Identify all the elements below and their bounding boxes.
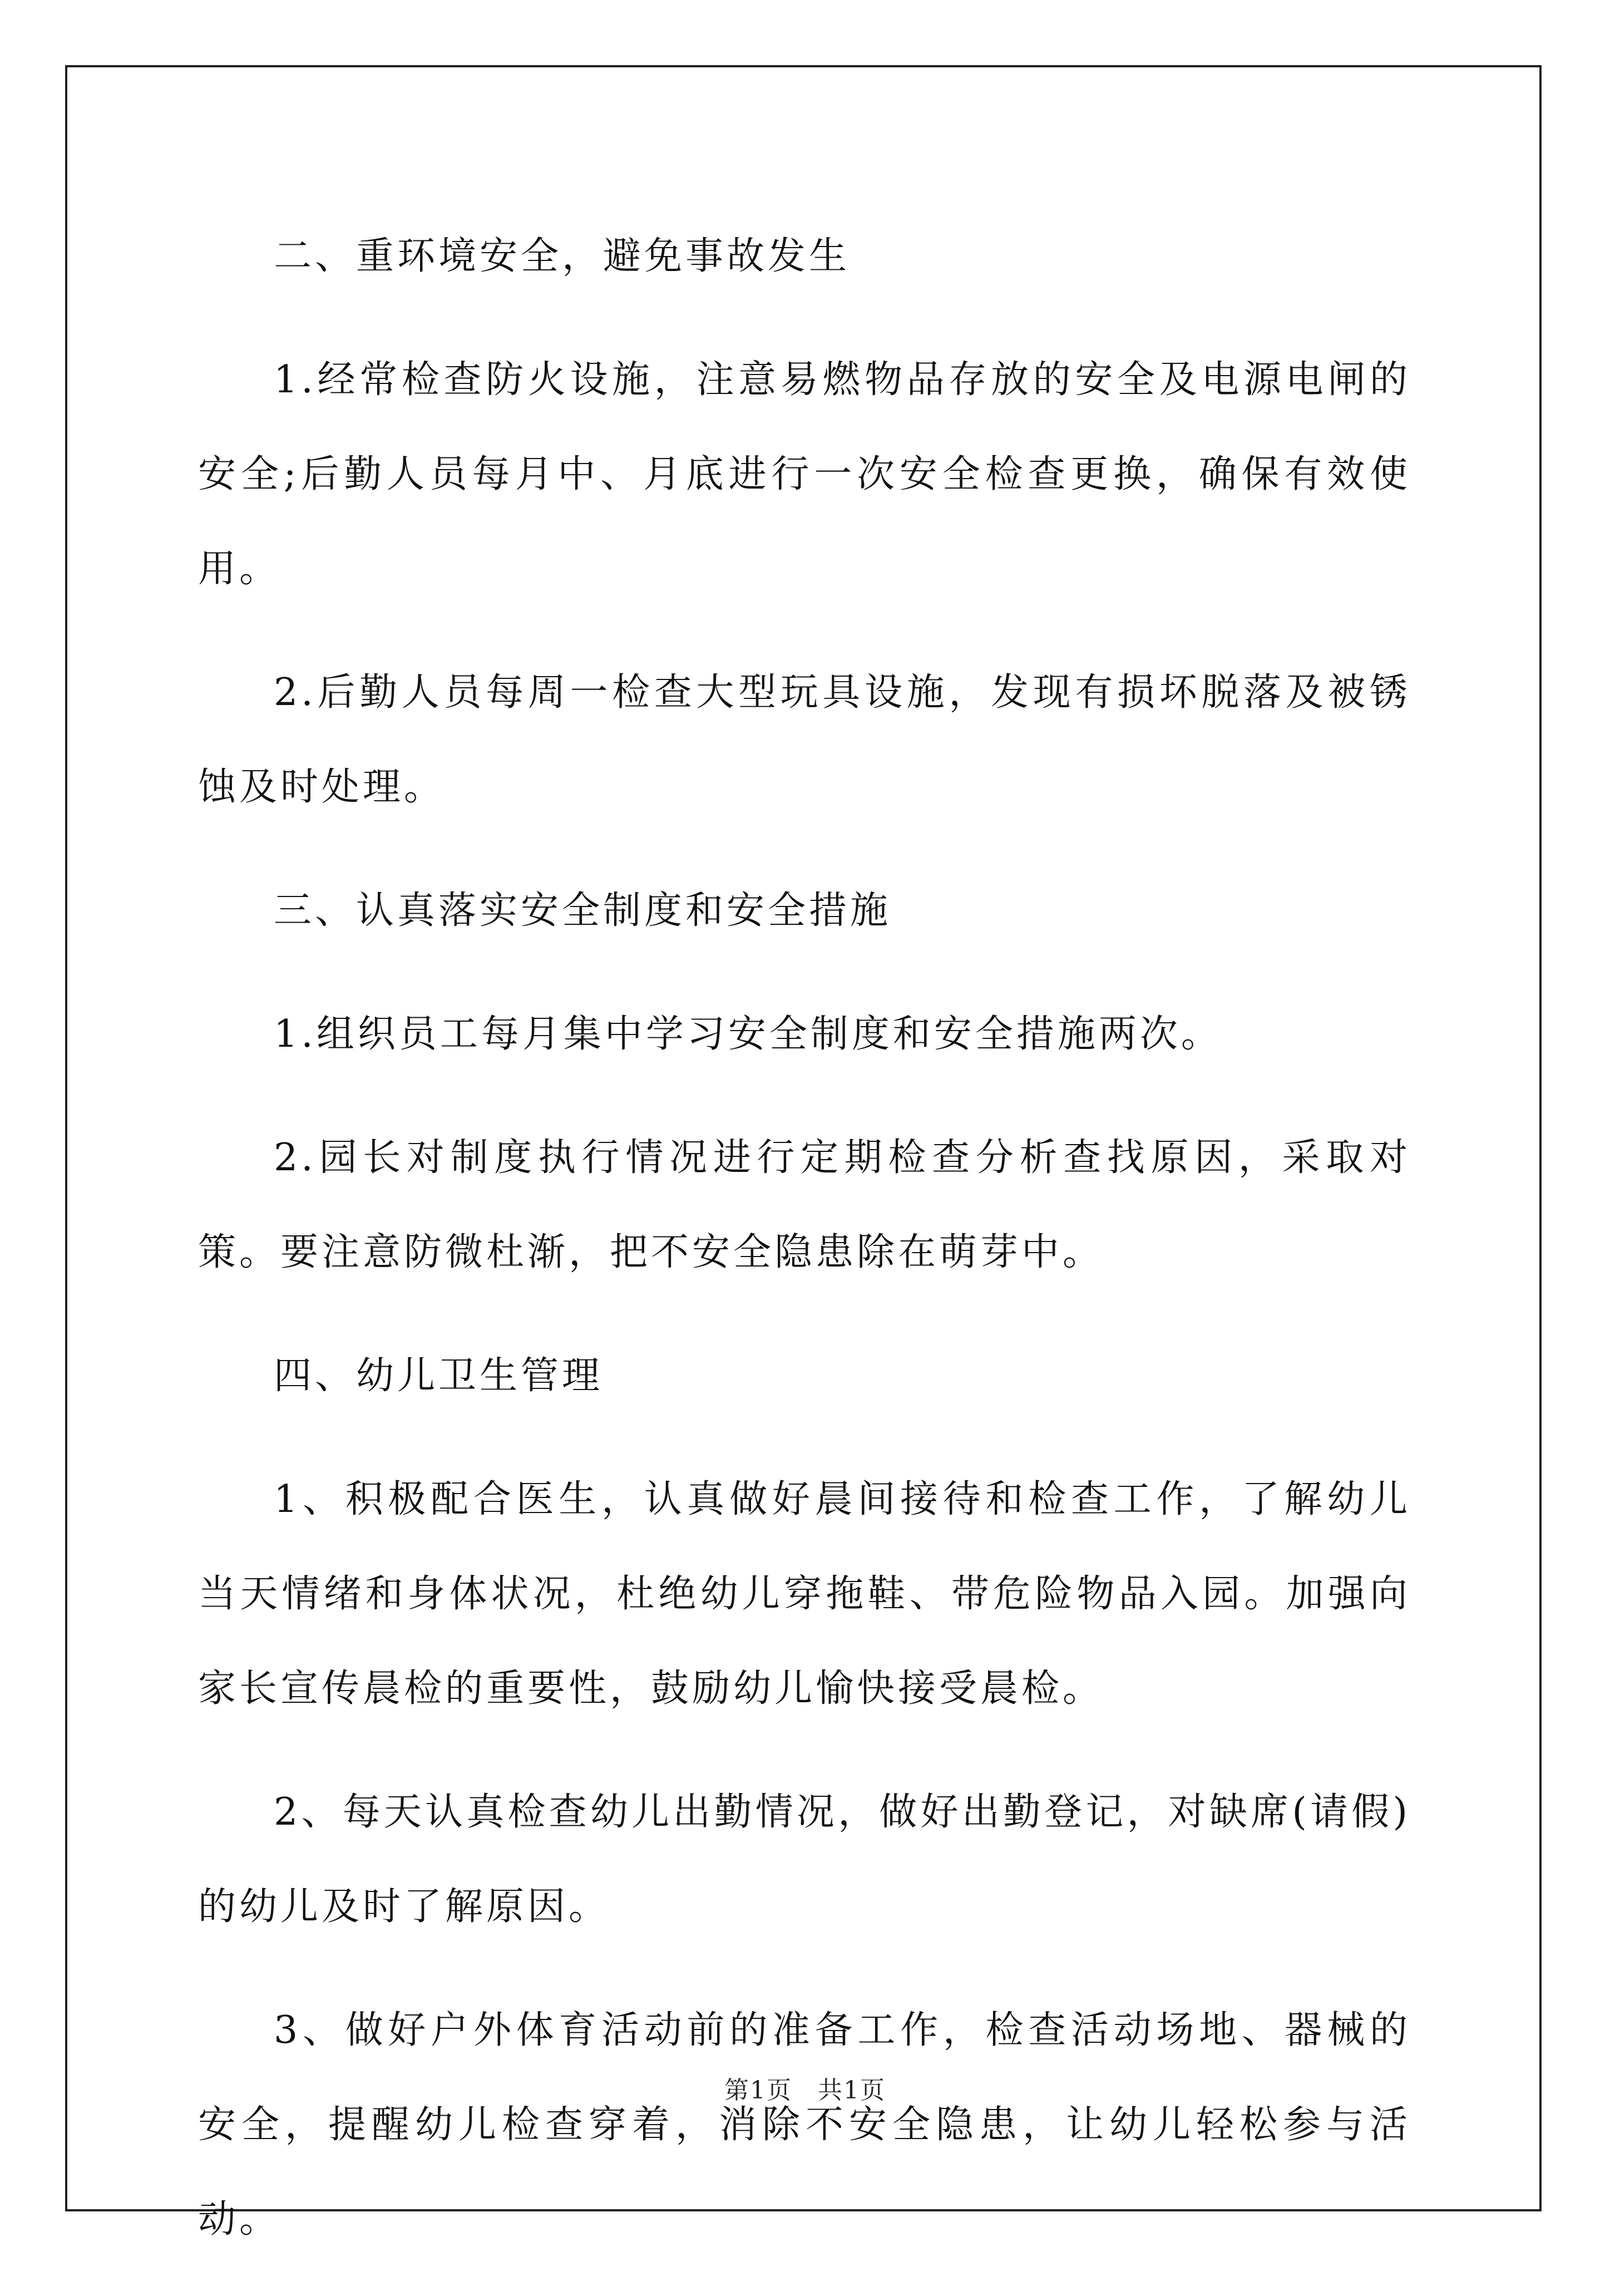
paragraph-morning-check: 1、积极配合医生，认真做好晨间接待和检查工作，了解幼儿当天情绪和身体状况，杜绝幼儿穿拖鞋、带危险物品入园。加强向家长宣传晨检的重要性，鼓励幼儿愉快接受晨检。 <box>198 1477 1411 1711</box>
paragraph-toy-facility-check: 2.后勤人员每周一检查大型玩具设施，发现有损坏脱落及被锈蚀及时处理。 <box>198 671 1411 809</box>
section-heading-environment-safety: 二、重环境安全，避免事故发生 <box>274 234 851 278</box>
paragraph-fire-facility-check: 1.经常检查防火设施，注意易燃物品存放的安全及电源电闸的安全;后勤人员每月中、月底进行一次安全检查更换，确保有效使用。 <box>198 358 1411 591</box>
document-body <box>198 209 1411 2296</box>
paragraph-staff-study: 1.组织员工每月集中学习安全制度和安全措施两次。 <box>274 1012 1222 1056</box>
section-heading-child-hygiene: 四、幼儿卫生管理 <box>274 1354 604 1398</box>
section-heading-safety-system: 三、认真落实安全制度和安全措施 <box>274 889 892 933</box>
page-number-footer: 第1页 共1页 <box>724 2076 886 2105</box>
paragraph-attendance-check: 2、每天认真检查幼儿出勤情况，做好出勤登记，对缺席(请假)的幼儿及时了解原因。 <box>198 1790 1411 1929</box>
paragraph-outdoor-activity: 3、做好户外体育活动前的准备工作，检查活动场地、器械的安全，提醒幼儿检查穿着，消除不安全隐患，让幼儿轻松参与活动。 <box>198 2008 1411 2241</box>
paragraph-principal-inspection: 2.园长对制度执行情况进行定期检查分析查找原因，采取对策。要注意防微杜渐，把不安全隐患除在萌芽中。 <box>198 1136 1411 1274</box>
